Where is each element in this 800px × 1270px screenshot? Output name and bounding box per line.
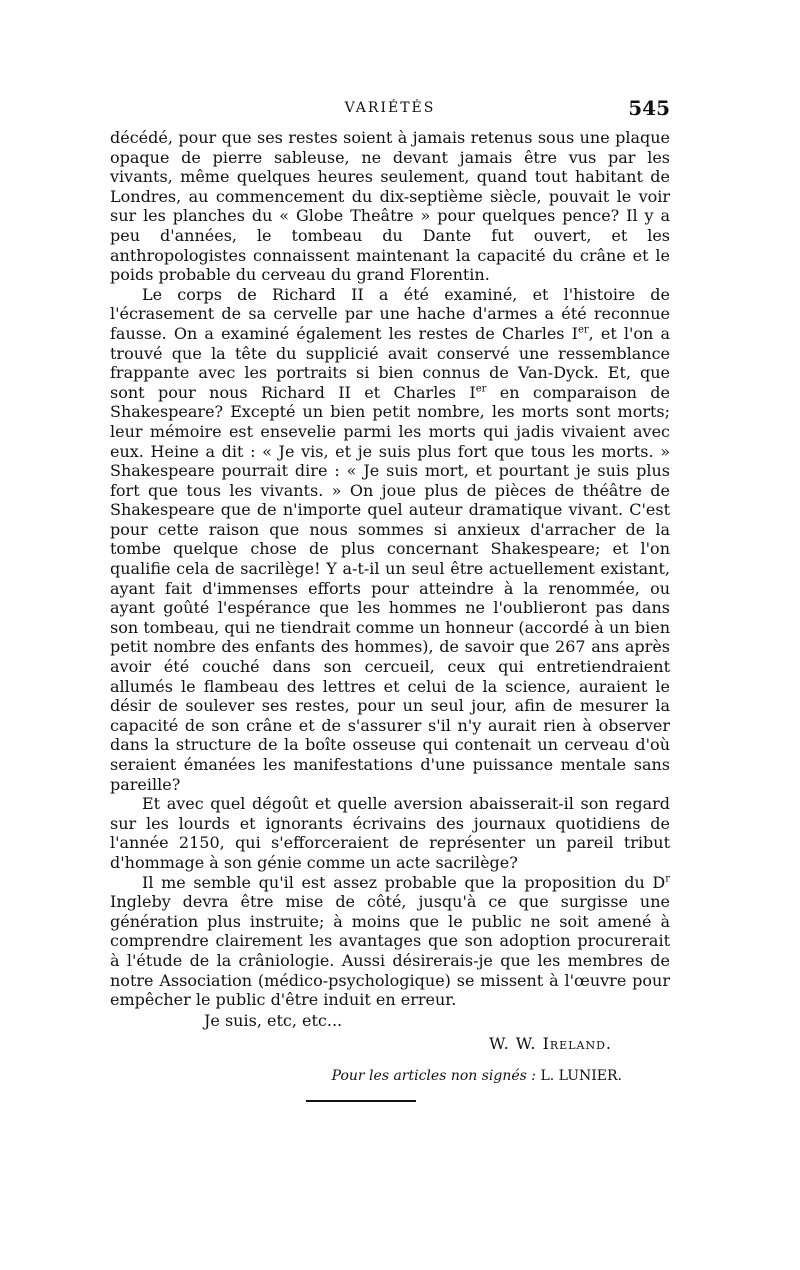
- text-run: , et l'on a trouvé que la tête du supplicié avait conservé une ressemblance frappante avec les portraits si bien connus de Van-Dyck. Et, que sont pour nous Richard II et Charles I: [110, 323, 671, 402]
- page-number: 545: [628, 96, 670, 120]
- signature-surname: Ireland.: [542, 1033, 612, 1053]
- paragraph-richard-ii: [110, 285, 670, 794]
- text-run: en comparaison de Shakespeare? Excepté un bien petit nombre, les morts sont morts; leur mémoire est ensevelie parmi les morts qui jadis vivaient avec eux. Heine a dit : « Je vis, et je suis plus fort que tous les morts. » Shakespeare pourrait dire : « Je suis mort, et pourtant je suis plus fort que tous les vivants. » On joue plus de pièces de théâtre de Shakespeare que de n'importe quel auteur dramatique vivant. C'est pour cette raison que nous sommes si anxieux d'arracher de la tombe quelque chose de plus concernant Shakespeare; et l'on qualifie cela de sacrilège! Y a-t-il un seul être actuellement existant, ayant fait d'immenses efforts pour atteindre à la renommée, ou ayant goûté l'espérance que les hommes ne l'oublieront pas dans son tombeau, qui ne tiendrait comme un honneur (accordé à un bien petit nombre des enfants des hommes), de savoir que 267 ans après avoir été couché dans son cercueil, ceux qui entretiendraient allumés le flambeau des lettres et celui de la science, auraient le désir de soulever ses restes, pour un seul jour, afin de mesurer la capacité de son crâne et de s'assurer s'il n'y aurait rien à observer dans la structure de la boîte osseuse qui contenait un cerveau d'où seraient émanées les manifestations d'une puissance mentale sans pareille?: [110, 382, 670, 794]
- text-run: Le corps de Richard II a été examiné, et l'histoire de l'écrasement de sa cervelle par une hache d'armes a été reconnue fausse. On a examiné également les restes de Charles I: [110, 284, 670, 343]
- article-body: [110, 128, 670, 1102]
- text-run: Ingleby devra être mise de côté, jusqu'à ce que surgisse une génération plus instruite; à moins que le public ne soit amené à comprendre clairement les avantages que son adoption procurerait à l'étude de la crâniologie. Aussi désirerais-je que les membres de notre Association (médico-psychologique) se missent à l'œuvre pour empêcher le public d'être induit en erreur.: [110, 892, 670, 1010]
- text-run: Il me semble qu'il est assez probable que la proposition du D: [142, 872, 666, 892]
- paragraph-ingleby: [110, 873, 670, 1010]
- editorial-note: [110, 1066, 670, 1086]
- superscript: r: [665, 873, 670, 885]
- running-title: VARIÉTÉS: [344, 100, 436, 116]
- superscript: er: [577, 324, 589, 336]
- signature-initials: W. W.: [488, 1033, 543, 1053]
- page-header: [110, 96, 670, 126]
- paragraph-disgust: Et avec quel dégoût et quelle aversion abaisserait-il son regard sur les lourds et ignorants écrivains des journaux quotidiens de l'année 2150, qui s'efforceraient de représenter un pareil tribut d'hommage à son génie comme un acte sacrilège?: [110, 794, 670, 872]
- closing-line: Je suis, etc, etc...: [204, 1010, 343, 1030]
- paragraph-continued: décédé, pour que ses restes soient à jamais retenus sous une plaque opaque de pierre sableuse, ne devant jamais être vus par les vivants, même quelques heures seulement, quand tout habitant de Londres, au commencement du dix-septième siècle, pouvait le voir sur les planches du « Globe Theâtre » pour quelques pence? Il y a peu d'années, le tombeau du Dante fut ouvert, et les anthropologistes connaissent maintenant la capacité du crâne et le poids probable du cerveau du grand Florentin.: [110, 128, 670, 285]
- editorial-label: Pour les articles non signés :: [331, 1067, 541, 1084]
- editorial-name: L. LUNIER.: [540, 1067, 622, 1084]
- closing-rule: [306, 1100, 416, 1102]
- book-page: [110, 96, 670, 1102]
- author-signature: [110, 1032, 670, 1056]
- superscript: er: [475, 383, 487, 395]
